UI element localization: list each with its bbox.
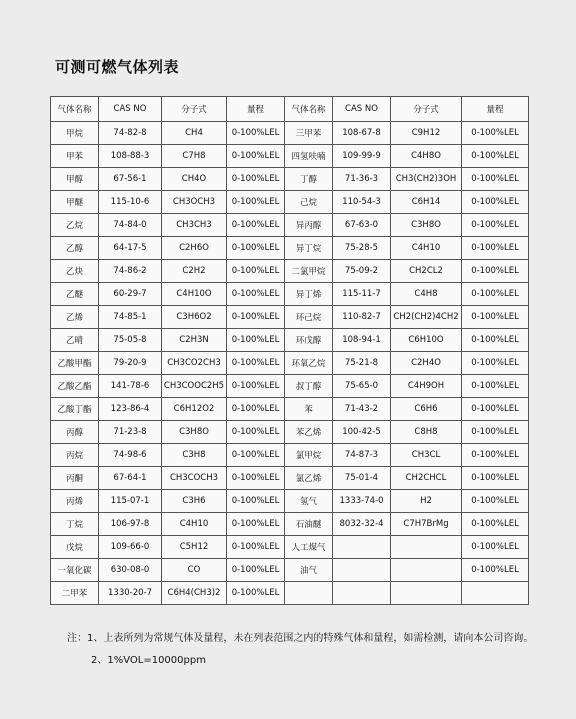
gas-name-cell: 丙烯 — [51, 490, 99, 513]
cas-no-cell: 630-08-0 — [99, 559, 162, 582]
gas-name-cell: 甲醇 — [51, 168, 99, 191]
range-cell: 0-100%LEL — [227, 260, 285, 283]
gas-name-cell: 叔丁醇 — [285, 375, 333, 398]
gas-name-cell: 环戊醇 — [285, 329, 333, 352]
formula-cell: C3H6O2 — [162, 306, 227, 329]
cas-no-cell: 75-09-2 — [333, 260, 391, 283]
formula-cell: CH3CO2CH3 — [162, 352, 227, 375]
range-cell: 0-100%LEL — [462, 214, 529, 237]
range-cell: 0-100%LEL — [462, 467, 529, 490]
formula-cell: C7H8 — [162, 145, 227, 168]
formula-cell: CH2CL2 — [391, 260, 462, 283]
header-cas-no: CAS NO — [99, 97, 162, 122]
table-row — [51, 490, 529, 513]
gas-name-cell: 甲醚 — [51, 191, 99, 214]
header-formula-2: 分子式 — [391, 97, 462, 122]
range-cell: 0-100%LEL — [462, 168, 529, 191]
gas-name-cell: 异丁烷 — [285, 237, 333, 260]
note-line-2: 2、1%VOL=10000ppm — [91, 655, 206, 666]
cas-no-cell: 60-29-7 — [99, 283, 162, 306]
formula-cell: C2H3N — [162, 329, 227, 352]
formula-cell: C6H14 — [391, 191, 462, 214]
range-cell: 0-100%LEL — [227, 536, 285, 559]
cas-no-cell: 115-07-1 — [99, 490, 162, 513]
range-cell: 0-100%LEL — [462, 444, 529, 467]
range-cell: 0-100%LEL — [227, 513, 285, 536]
formula-cell: C6H10O — [391, 329, 462, 352]
gas-name-cell: 乙炔 — [51, 260, 99, 283]
gas-name-cell: 乙烷 — [51, 214, 99, 237]
table-row — [51, 536, 529, 559]
formula-cell: C4H10O — [162, 283, 227, 306]
range-cell: 0-100%LEL — [462, 490, 529, 513]
cas-no-cell: 108-94-1 — [333, 329, 391, 352]
formula-cell: C4H8O — [391, 145, 462, 168]
range-cell: 0-100%LEL — [227, 444, 285, 467]
cas-no-cell: 115-10-6 — [99, 191, 162, 214]
gas-name-cell: 人工煤气 — [285, 536, 333, 559]
formula-cell: C8H8 — [391, 421, 462, 444]
header-range-2: 量程 — [462, 97, 529, 122]
cas-no-cell: 1330-20-7 — [99, 582, 162, 605]
gas-name-cell: 丁烷 — [51, 513, 99, 536]
formula-cell: C6H6 — [391, 398, 462, 421]
gas-name-cell: 四氢呋喃 — [285, 145, 333, 168]
table-row — [51, 398, 529, 421]
gas-name-cell: 石油醚 — [285, 513, 333, 536]
cas-no-cell: 74-98-6 — [99, 444, 162, 467]
range-cell: 0-100%LEL — [227, 237, 285, 260]
range-cell — [462, 582, 529, 605]
page-title: 可测可燃气体列表 — [55, 58, 180, 76]
formula-cell: C3H6 — [162, 490, 227, 513]
cas-no-cell: 110-54-3 — [333, 191, 391, 214]
formula-cell: CH3CL — [391, 444, 462, 467]
cas-no-cell: 74-84-0 — [99, 214, 162, 237]
header-formula: 分子式 — [162, 97, 227, 122]
table-row — [51, 145, 529, 168]
table-row — [51, 375, 529, 398]
table-row — [51, 306, 529, 329]
range-cell: 0-100%LEL — [462, 260, 529, 283]
cas-no-cell: 74-82-8 — [99, 122, 162, 145]
formula-cell: C4H9OH — [391, 375, 462, 398]
cas-no-cell: 74-86-2 — [99, 260, 162, 283]
gas-name-cell: 乙酸乙酯 — [51, 375, 99, 398]
table-row — [51, 237, 529, 260]
gas-table — [50, 96, 529, 605]
gas-name-cell: 己烷 — [285, 191, 333, 214]
cas-no-cell: 75-01-4 — [333, 467, 391, 490]
range-cell: 0-100%LEL — [227, 352, 285, 375]
range-cell: 0-100%LEL — [227, 490, 285, 513]
range-cell: 0-100%LEL — [462, 306, 529, 329]
table-row — [51, 467, 529, 490]
header-range: 量程 — [227, 97, 285, 122]
formula-cell — [391, 559, 462, 582]
range-cell: 0-100%LEL — [227, 559, 285, 582]
gas-name-cell — [285, 582, 333, 605]
table-row — [51, 168, 529, 191]
gas-name-cell: 丙醇 — [51, 421, 99, 444]
gas-name-cell: 乙醇 — [51, 237, 99, 260]
range-cell: 0-100%LEL — [227, 214, 285, 237]
table-row — [51, 214, 529, 237]
range-cell: 0-100%LEL — [462, 329, 529, 352]
formula-cell: H2 — [391, 490, 462, 513]
gas-name-cell: 乙晴 — [51, 329, 99, 352]
gas-name-cell: 二甲苯 — [51, 582, 99, 605]
cas-no-cell: 141-78-6 — [99, 375, 162, 398]
cas-no-cell: 67-63-0 — [333, 214, 391, 237]
cas-no-cell: 100-42-5 — [333, 421, 391, 444]
formula-cell: CH3OCH3 — [162, 191, 227, 214]
formula-cell: CH3CH3 — [162, 214, 227, 237]
gas-name-cell: 丙烷 — [51, 444, 99, 467]
formula-cell: CH3(CH2)3OH — [391, 168, 462, 191]
cas-no-cell: 67-56-1 — [99, 168, 162, 191]
formula-cell: C4H10 — [162, 513, 227, 536]
cas-no-cell: 109-66-0 — [99, 536, 162, 559]
table-row — [51, 559, 529, 582]
cas-no-cell: 75-21-8 — [333, 352, 391, 375]
range-cell: 0-100%LEL — [462, 237, 529, 260]
gas-name-cell: 乙酸丁酯 — [51, 398, 99, 421]
gas-name-cell: 环氧乙烷 — [285, 352, 333, 375]
table-body — [51, 122, 529, 605]
formula-cell: CH2(CH2)4CH2 — [391, 306, 462, 329]
range-cell: 0-100%LEL — [227, 329, 285, 352]
range-cell: 0-100%LEL — [227, 582, 285, 605]
formula-cell: C5H12 — [162, 536, 227, 559]
gas-name-cell: 苯乙烯 — [285, 421, 333, 444]
cas-no-cell: 8032-32-4 — [333, 513, 391, 536]
header-gas-name-2: 气体名称 — [285, 97, 333, 122]
cas-no-cell: 1333-74-0 — [333, 490, 391, 513]
table-row — [51, 421, 529, 444]
range-cell: 0-100%LEL — [462, 283, 529, 306]
range-cell: 0-100%LEL — [462, 352, 529, 375]
gas-name-cell: 乙酸甲酯 — [51, 352, 99, 375]
gas-name-cell: 丙酮 — [51, 467, 99, 490]
cas-no-cell: 110-82-7 — [333, 306, 391, 329]
gas-name-cell: 氯乙烯 — [285, 467, 333, 490]
formula-cell: CO — [162, 559, 227, 582]
gas-name-cell: 甲苯 — [51, 145, 99, 168]
range-cell: 0-100%LEL — [462, 559, 529, 582]
formula-cell: CH4O — [162, 168, 227, 191]
cas-no-cell: 71-43-2 — [333, 398, 391, 421]
note-line-1: 注：1、上表所列为常规气体及量程，未在列表范围之内的特殊气体和量程，如需检测，请向本公司咨询。 — [67, 633, 534, 644]
gas-name-cell: 二氯甲烷 — [285, 260, 333, 283]
cas-no-cell: 115-11-7 — [333, 283, 391, 306]
cas-no-cell — [333, 559, 391, 582]
range-cell: 0-100%LEL — [462, 122, 529, 145]
cas-no-cell: 106-97-8 — [99, 513, 162, 536]
formula-cell: CH3COOC2H5 — [162, 375, 227, 398]
range-cell: 0-100%LEL — [227, 306, 285, 329]
gas-name-cell: 戊烷 — [51, 536, 99, 559]
formula-cell: C3H8O — [162, 421, 227, 444]
cas-no-cell: 75-65-0 — [333, 375, 391, 398]
formula-cell: CH4 — [162, 122, 227, 145]
formula-cell: C3H8 — [162, 444, 227, 467]
gas-name-cell: 氯甲烷 — [285, 444, 333, 467]
table-row — [51, 329, 529, 352]
range-cell: 0-100%LEL — [227, 398, 285, 421]
notes — [67, 628, 533, 672]
range-cell: 0-100%LEL — [227, 421, 285, 444]
range-cell: 0-100%LEL — [462, 536, 529, 559]
formula-cell: C2H2 — [162, 260, 227, 283]
range-cell: 0-100%LEL — [227, 122, 285, 145]
formula-cell — [391, 536, 462, 559]
gas-name-cell: 环己烷 — [285, 306, 333, 329]
range-cell: 0-100%LEL — [227, 283, 285, 306]
formula-cell: C6H4(CH3)2 — [162, 582, 227, 605]
gas-name-cell: 乙醚 — [51, 283, 99, 306]
formula-cell: C4H10 — [391, 237, 462, 260]
range-cell: 0-100%LEL — [462, 513, 529, 536]
cas-no-cell: 74-85-1 — [99, 306, 162, 329]
formula-cell: C7H7BrMg — [391, 513, 462, 536]
header-gas-name: 气体名称 — [51, 97, 99, 122]
table-row — [51, 260, 529, 283]
cas-no-cell: 71-36-3 — [333, 168, 391, 191]
cas-no-cell: 74-87-3 — [333, 444, 391, 467]
cas-no-cell: 109-99-9 — [333, 145, 391, 168]
gas-name-cell: 甲烷 — [51, 122, 99, 145]
range-cell: 0-100%LEL — [227, 145, 285, 168]
cas-no-cell: 123-86-4 — [99, 398, 162, 421]
table-row — [51, 513, 529, 536]
gas-name-cell: 氢气 — [285, 490, 333, 513]
cas-no-cell: 75-05-8 — [99, 329, 162, 352]
table-row — [51, 352, 529, 375]
cas-no-cell: 108-88-3 — [99, 145, 162, 168]
cas-no-cell: 75-28-5 — [333, 237, 391, 260]
formula-cell: C4H8 — [391, 283, 462, 306]
gas-name-cell: 油气 — [285, 559, 333, 582]
table-row — [51, 191, 529, 214]
gas-name-cell: 苯 — [285, 398, 333, 421]
range-cell: 0-100%LEL — [462, 191, 529, 214]
header-cas-no-2: CAS NO — [333, 97, 391, 122]
cas-no-cell — [333, 582, 391, 605]
gas-name-cell: 一氧化碳 — [51, 559, 99, 582]
range-cell: 0-100%LEL — [462, 421, 529, 444]
table-row — [51, 283, 529, 306]
range-cell: 0-100%LEL — [227, 191, 285, 214]
formula-cell: CH3COCH3 — [162, 467, 227, 490]
cas-no-cell: 71-23-8 — [99, 421, 162, 444]
cas-no-cell — [333, 536, 391, 559]
table-row — [51, 122, 529, 145]
table-row — [51, 444, 529, 467]
range-cell: 0-100%LEL — [462, 145, 529, 168]
range-cell: 0-100%LEL — [227, 168, 285, 191]
formula-cell: CH2CHCL — [391, 467, 462, 490]
cas-no-cell: 64-17-5 — [99, 237, 162, 260]
table-row — [51, 582, 529, 605]
range-cell: 0-100%LEL — [227, 467, 285, 490]
gas-name-cell: 异丙醇 — [285, 214, 333, 237]
formula-cell: C3H8O — [391, 214, 462, 237]
gas-name-cell: 乙烯 — [51, 306, 99, 329]
formula-cell: C2H6O — [162, 237, 227, 260]
gas-name-cell: 异丁烯 — [285, 283, 333, 306]
gas-name-cell: 三甲苯 — [285, 122, 333, 145]
gas-name-cell: 丁醇 — [285, 168, 333, 191]
table-header-row — [51, 97, 529, 122]
range-cell: 0-100%LEL — [462, 375, 529, 398]
cas-no-cell: 79-20-9 — [99, 352, 162, 375]
cas-no-cell: 67-64-1 — [99, 467, 162, 490]
formula-cell: C9H12 — [391, 122, 462, 145]
formula-cell: C2H4O — [391, 352, 462, 375]
formula-cell: C6H12O2 — [162, 398, 227, 421]
cas-no-cell: 108-67-8 — [333, 122, 391, 145]
range-cell: 0-100%LEL — [227, 375, 285, 398]
formula-cell — [391, 582, 462, 605]
range-cell: 0-100%LEL — [462, 398, 529, 421]
